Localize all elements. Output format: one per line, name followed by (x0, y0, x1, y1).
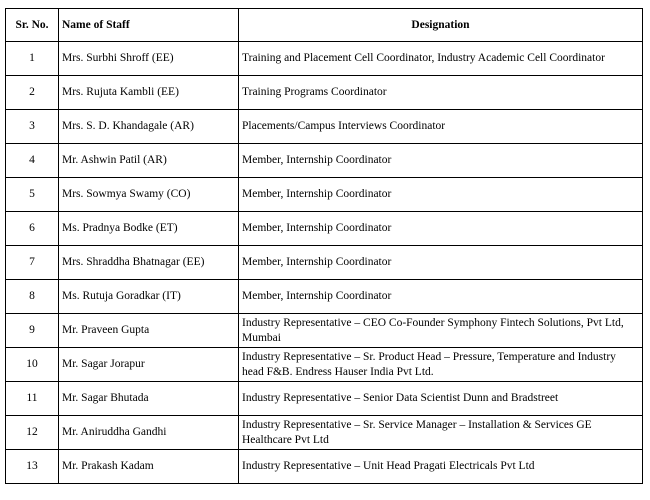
header-sr-no: Sr. No. (6, 9, 59, 42)
cell-sr-no: 6 (6, 212, 59, 246)
table-row (6, 246, 643, 280)
table-row (6, 280, 643, 314)
table-row (6, 382, 643, 416)
cell-designation: Industry Representative – CEO Co-Founder Symphony Fintech Solutions, Pvt Ltd, Mumbai (239, 314, 643, 348)
cell-designation: Placements/Campus Interviews Coordinator (239, 110, 643, 144)
cell-sr-no: 1 (6, 42, 59, 76)
cell-designation: Member, Internship Coordinator (239, 178, 643, 212)
cell-staff-name: Mr. Ashwin Patil (AR) (59, 144, 239, 178)
cell-sr-no: 11 (6, 382, 59, 416)
cell-staff-name: Mr. Prakash Kadam (59, 450, 239, 484)
cell-sr-no: 8 (6, 280, 59, 314)
cell-sr-no: 2 (6, 76, 59, 110)
cell-sr-no: 3 (6, 110, 59, 144)
cell-staff-name: Ms. Pradnya Bodke (ET) (59, 212, 239, 246)
table-body (6, 42, 643, 484)
table-row (6, 110, 643, 144)
cell-sr-no: 5 (6, 178, 59, 212)
cell-staff-name: Mr. Aniruddha Gandhi (59, 416, 239, 450)
cell-designation: Industry Representative – Sr. Product Head – Pressure, Temperature and Industry head F&B. Endress Hauser India Pvt Ltd. (239, 348, 643, 382)
cell-sr-no: 9 (6, 314, 59, 348)
cell-designation: Training Programs Coordinator (239, 76, 643, 110)
cell-staff-name: Mrs. S. D. Khandagale (AR) (59, 110, 239, 144)
cell-designation: Member, Internship Coordinator (239, 144, 643, 178)
header-row (6, 9, 643, 42)
cell-designation: Industry Representative – Sr. Service Manager – Installation & Services GE Healthcare Pvt Ltd (239, 416, 643, 450)
cell-staff-name: Mrs. Surbhi Shroff (EE) (59, 42, 239, 76)
table-row (6, 42, 643, 76)
cell-staff-name: Mr. Sagar Bhutada (59, 382, 239, 416)
cell-staff-name: Mr. Sagar Jorapur (59, 348, 239, 382)
table-row (6, 450, 643, 484)
cell-sr-no: 13 (6, 450, 59, 484)
table-row (6, 212, 643, 246)
cell-designation: Industry Representative – Unit Head Pragati Electricals Pvt Ltd (239, 450, 643, 484)
table-row (6, 76, 643, 110)
table-row (6, 144, 643, 178)
cell-staff-name: Mr. Praveen Gupta (59, 314, 239, 348)
cell-designation: Training and Placement Cell Coordinator, Industry Academic Cell Coordinator (239, 42, 643, 76)
table-row (6, 416, 643, 450)
cell-sr-no: 12 (6, 416, 59, 450)
cell-sr-no: 4 (6, 144, 59, 178)
cell-designation: Member, Internship Coordinator (239, 280, 643, 314)
header-designation: Designation (239, 9, 643, 42)
cell-staff-name: Mrs. Rujuta Kambli (EE) (59, 76, 239, 110)
cell-sr-no: 7 (6, 246, 59, 280)
cell-designation: Industry Representative – Senior Data Scientist Dunn and Bradstreet (239, 382, 643, 416)
cell-designation: Member, Internship Coordinator (239, 246, 643, 280)
cell-staff-name: Ms. Rutuja Goradkar (IT) (59, 280, 239, 314)
table-row (6, 348, 643, 382)
cell-sr-no: 10 (6, 348, 59, 382)
cell-designation: Member, Internship Coordinator (239, 212, 643, 246)
table-header (6, 9, 643, 42)
header-name-of-staff: Name of Staff (59, 9, 239, 42)
table-row (6, 178, 643, 212)
table-row (6, 314, 643, 348)
staff-table (5, 8, 643, 484)
cell-staff-name: Mrs. Sowmya Swamy (CO) (59, 178, 239, 212)
cell-staff-name: Mrs. Shraddha Bhatnagar (EE) (59, 246, 239, 280)
